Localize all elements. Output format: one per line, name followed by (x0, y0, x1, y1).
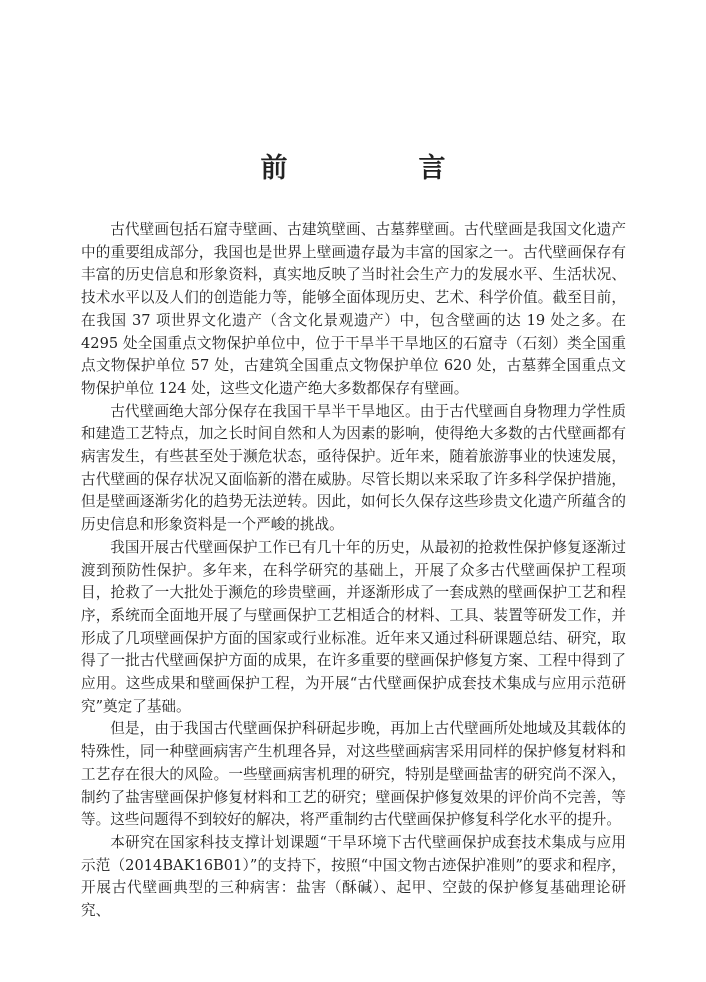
paragraph-1: 古代壁画包括石窟寺壁画、古建筑壁画、古墓葬壁画。古代壁画是我国文化遗产中的重要组成部分，我国也是世界上壁画遗存最为丰富的国家之一。古代壁画保存有丰富的历史信息和形象资料，真实地反映了当时社会生产力的发展水平、生活状况、技术水平以及人们的创造能力等，能够全面体现历史、艺术、科学价值。截至目前，在我国 37 项世界文化遗产（含文化景观遗产）中，包含壁画的达 19 处之多。在 4295 处全国重点文物保护单位中，位于干旱半干旱地区的石窟寺（石刻）类全国重点文物保护单位 57 处，古建筑全国重点文物保护单位 620 处，古墓葬全国重点文物保护单位 124 处，这些文化遗产绝大多数都保存有壁画。 (81, 221, 626, 397)
paragraph-4: 但是，由于我国古代壁画保护科研起步晚，再加上古代壁画所处地域及其载体的特殊性，同一种壁画病害产生机理各异，对这些壁画病害采用同样的保护修复材料和工艺存在很大的风险。一些壁画病害机理的研究，特别是壁画盐害的研究尚不深入，制约了盐害壁画保护修复材料和工艺的研究；壁画保护修复效果的评价尚不完善，等等。这些问题得不到较好的解决，将严重制约古代壁画保护修复科学化水平的提升。 (81, 720, 626, 829)
paragraph-5: 本研究在国家科技支撑计划课题“干旱环境下古代壁画保护成套技术集成与应用示范（2014BAK16B01）”的支持下，按照“中国文物古迹保护准则”的要求和程序，开展古代壁画典型的三种病害：盐害（酥碱）、起甲、空鼓的保护修复基础理论研究、 (81, 833, 626, 920)
preface-body (81, 219, 626, 923)
paragraph-2: 古代壁画绝大部分保存在我国干旱半干旱地区。由于古代壁画自身物理力学性质和建造工艺特点，加之长时间自然和人为因素的影响，使得绝大多数的古代壁画都有病害发生，有些甚至处于濒危状态，亟待保护。近年来，随着旅游事业的快速发展，古代壁画的保存状况又面临新的潜在威胁。尽管长期以来采取了许多科学保护措施，但是壁画逐渐劣化的趋势无法逆转。因此，如何长久保存这些珍贵文化遗产所蕴含的历史信息和形象资料是一个严峻的挑战。 (81, 402, 626, 534)
paragraph-3: 我国开展古代壁画保护工作已有几十年的历史，从最初的抢救性保护修复逐渐过渡到预防性保护。多年来，在科学研究的基础上，开展了众多古代壁画保护工程项目，抢救了一大批处于濒危的珍贵壁画，并逐渐形成了一套成熟的壁画保护工艺和程序，系统而全面地开展了与壁画保护工艺相适合的材料、工具、装置等研发工作，并形成了几项壁画保护方面的国家或行业标准。近年来又通过科研课题总结、研究，取得了一批古代壁画保护方面的成果，在许多重要的壁画保护修复方案、工程中得到了应用。这些成果和壁画保护工程，为开展“古代壁画保护成套技术集成与应用示范研究”奠定了基础。 (81, 538, 626, 715)
page-title: 前 言 (260, 153, 498, 184)
